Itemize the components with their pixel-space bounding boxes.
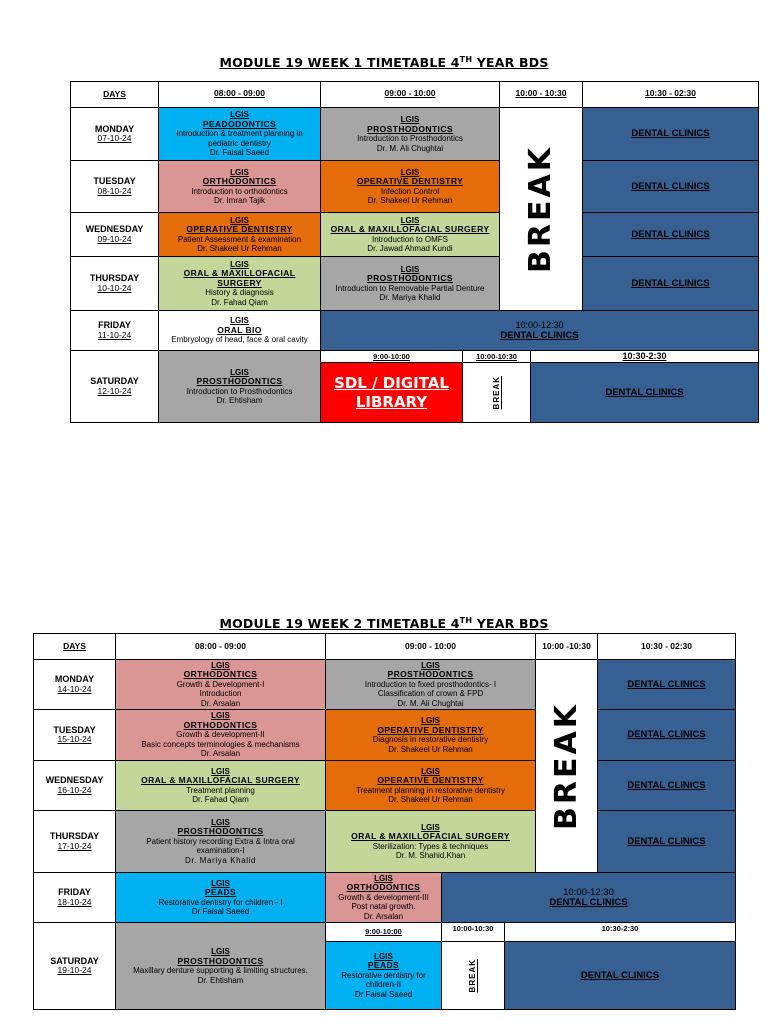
w1-wed-slot1: LGIS OPERATIVE DENTISTRY Patient Assessment & examination Dr. Shakeel Ur Rehman <box>158 212 321 257</box>
w2-wed-slot1: LGIS ORAL & MAXILLOFACIAL SURGERY Treatment planning Dr. Fahad Qiam <box>115 760 326 811</box>
w1-wed-slot2: LGIS ORAL & MAXILLOFACIAL SURGERY Introduction to OMFS Dr. Jawad Ahmad Kundi <box>320 212 500 257</box>
w1-wed-clinic: DENTAL CLINICS <box>582 212 759 257</box>
w1-thu-clinic: DENTAL CLINICS <box>582 256 759 311</box>
w2-sat-time2: 10:00-10:30 <box>441 922 505 942</box>
w2-mon-slot2: LGIS PROSTHODONTICS Introduction to fixed prosthodontics- I Classification of crown & FPD Dr. M. Ali Chughtai <box>325 659 536 710</box>
w1-tue-slot2: LGIS OPERATIVE DENTISTRY Infection Control Dr. Shakeel Ur Rehman <box>320 160 500 213</box>
week2-title: MODULE 19 WEEK 2 TIMETABLE 4TH YEAR BDS <box>219 616 549 632</box>
w2-thu-slot2: LGIS ORAL & MAXILLOFACIAL SURGERY Sterilization: Types & techniques Dr. M. Shahid.Khan <box>325 810 536 873</box>
w2-thu-clinic: DENTAL CLINICS <box>597 810 736 873</box>
week1-title: MODULE 19 WEEK 1 TIMETABLE 4TH YEAR BDS <box>219 55 549 71</box>
w2-day-monday: MONDAY 14-10-24 <box>33 659 116 710</box>
w1-day-monday: MONDAY 07-10-24 <box>70 107 159 161</box>
w1-thu-slot2: LGIS PROSTHODONTICS Introduction to Removable Partial Denture Dr. Mariya Khalid <box>320 256 500 311</box>
w2-fri-slot2: LGIS ORTHODONTICS Growth & development-III Post natal growth. Dr. Arsalan <box>325 872 442 923</box>
w1-header-days: DAYS <box>70 81 159 108</box>
w2-wed-slot2: LGIS OPERATIVE DENTISTRY Treatment planning in restorative dentistry Dr. Shakeel Ur Rehman <box>325 760 536 811</box>
w2-mon-slot1: LGIS ORTHODONTICS Growth & Development-I Introduction Dr. Arsalan <box>115 659 326 710</box>
w2-thu-slot1: LGIS PROSTHODONTICS Patient history recording Extra & Intra oral examination-I Dr. Mariya Khalid <box>115 810 326 873</box>
w2-fri-slot1: LGIS PEADS Restorative dentistry for children - I Dr Faisal Saeed <box>115 872 326 923</box>
w2-mon-clinic: DENTAL CLINICS <box>597 659 736 710</box>
w1-mon-slot2: LGIS PROSTHODONTICS Introduction to Prosthodontics Dr. M. Ali Chughtai <box>320 107 500 161</box>
w1-day-saturday: SATURDAY 12-10-24 <box>70 350 159 423</box>
w1-header-t3: 10:00 - 10:30 <box>499 81 583 108</box>
w1-tue-clinic: DENTAL CLINICS <box>582 160 759 213</box>
w2-header-t2: 09:00 - 10:00 <box>325 633 536 660</box>
w1-header-t4: 10:30 - 02:30 <box>582 81 759 108</box>
w1-sat-break: BREAK <box>462 362 531 423</box>
w1-mon-slot1: LGIS PEADODONTICS Introduction & treatment planning in pediatric dentistry Dr. Faisal Saeed <box>158 107 321 161</box>
w1-sat-slot1: LGIS PROSTHODONTICS Introduction to Prosthodontics Dr. Ehtisham <box>158 350 321 423</box>
w2-day-saturday: SATURDAY 19-10-24 <box>33 922 116 1010</box>
w1-tue-slot1: LGIS ORTHODONTICS Introduction to orthodontics Dr. Imran Tajik <box>158 160 321 213</box>
w1-sat-time3: 10:30-2:30 <box>530 350 759 363</box>
w2-day-thursday: THURSDAY 17-10-24 <box>33 810 116 873</box>
w2-sat-clinic: DENTAL CLINICS <box>504 941 736 1010</box>
w2-header-t4: 10:30 - 02:30 <box>597 633 736 660</box>
w1-sat-clinic: DENTAL CLINICS <box>530 362 759 423</box>
w1-day-thursday: THURSDAY 10-10-24 <box>70 256 159 311</box>
w1-break: BREAK <box>499 107 583 311</box>
w2-break: BREAK <box>535 659 598 873</box>
w2-day-wednesday: WEDNESDAY 16-10-24 <box>33 760 116 811</box>
w1-day-friday: FRIDAY 11-10-24 <box>70 310 159 351</box>
w2-day-tuesday: TUESDAY 15-10-24 <box>33 709 116 761</box>
w2-header-t1: 08:00 - 09:00 <box>115 633 326 660</box>
w2-sat-time3: 10:30-2:30 <box>504 922 736 942</box>
w2-tue-clinic: DENTAL CLINICS <box>597 709 736 761</box>
w1-day-wednesday: WEDNESDAY 09-10-24 <box>70 212 159 257</box>
w2-sat-break: BREAK <box>441 941 505 1010</box>
w2-header-days: DAYS <box>33 633 116 660</box>
w2-tue-slot1: LGIS ORTHODONTICS Growth & development-II Basic concepts terminologies & mechanisms Dr. Arsalan <box>115 709 326 761</box>
w1-header-t1: 08:00 - 09:00 <box>158 81 321 108</box>
w2-sat-slot2: LGIS PEADS Restorative dentistry for children-II Dr Faisal Saeed <box>325 941 442 1010</box>
w2-wed-clinic: DENTAL CLINICS <box>597 760 736 811</box>
w2-header-t3: 10:00 -10:30 <box>535 633 598 660</box>
w1-sat-time2: 10:00-10:30 <box>462 350 531 363</box>
w2-sat-time1: 9:00-10:00 <box>325 922 442 942</box>
w2-tue-slot2: LGIS OPERATIVE DENTISTRY Diagnosis in restorative dentistry Dr. Shakeel Ur Rehman <box>325 709 536 761</box>
w1-sat-sdl: SDL / DIGITAL LIBRARY <box>320 362 463 423</box>
w1-fri-slot1: LGIS ORAL BIO Embryology of head, face & oral cavity <box>158 310 321 351</box>
w1-thu-slot1: LGIS ORAL & MAXILLOFACIAL SURGERY History & diagnosis Dr. Fahad Qiam <box>158 256 321 311</box>
w1-day-tuesday: TUESDAY 08-10-24 <box>70 160 159 213</box>
w2-sat-slot1: LGIS PROSTHODONTICS Maxillary denture supporting & limiting structures. Dr. Ehtisham <box>115 922 326 1010</box>
w1-header-t2: 09:00 - 10:00 <box>320 81 500 108</box>
w1-mon-clinic: DENTAL CLINICS <box>582 107 759 161</box>
w1-sat-time1: 9:00-10:00 <box>320 350 463 363</box>
w2-day-friday: FRIDAY 18-10-24 <box>33 872 116 923</box>
w2-fri-clinic: 10:00-12:30 DENTAL CLINICS <box>441 872 736 923</box>
w1-fri-clinic: 10:00-12:30 DENTAL CLINICS <box>320 310 759 351</box>
